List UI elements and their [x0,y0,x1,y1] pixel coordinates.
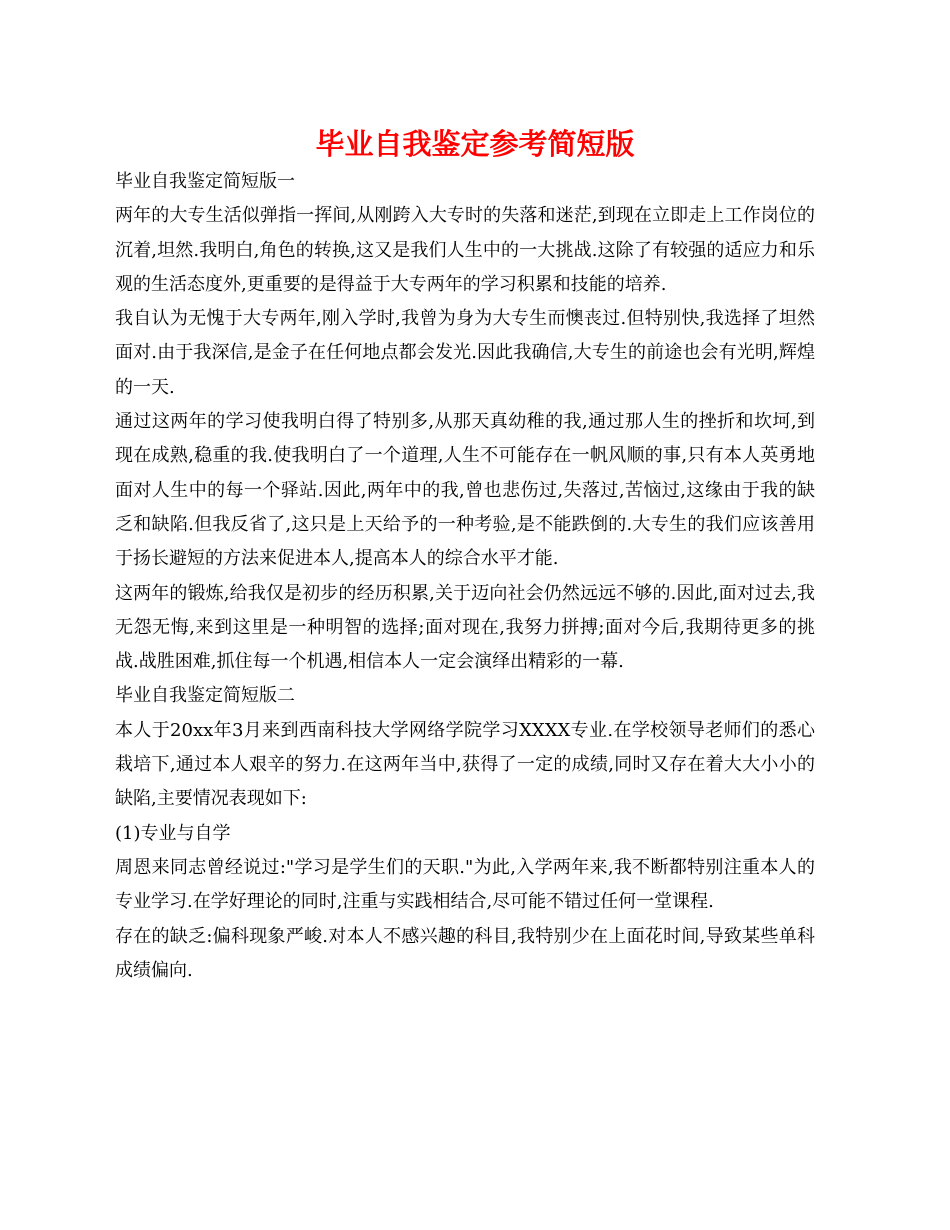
document-title: 毕业自我鉴定参考简短版 [315,127,635,161]
section-heading: 毕业自我鉴定简短版二 [115,685,295,707]
section-heading: 毕业自我鉴定简短版一 [115,171,295,192]
paragraph: 我自认为无愧于大专两年,刚入学时,我曾为身为大专生而懊丧过.但特别快,我选择了坦然面对.由于我深信,是金子在任何地点都会发光.因此我确信,大专生的前途也会有光明,辉煌的一天. [115,308,815,398]
subsection-heading: (1)专业与自学 [115,822,231,844]
paragraph: 通过这两年的学习使我明白得了特别多,从那天真幼稚的我,通过那人生的挫折和坎坷,到现在成熟,稳重的我.使我明白了一个道理,人生不可能存在一帆风顺的事,只有本人英勇地面对人生中的每一个驿站.因此,两年中的我,曾也悲伤过,失落过,苦恼过,这缘由于我的缺乏和缺陷.但我反省了,这只是上天给予的一种考验,是不能跌倒的.大专生的我们应该善用于扬长避短的方法来促进本人,提高本人的综合水平才能. [115,411,815,570]
paragraph: 本人于20xx年3月来到西南科技大学网络学院学习XXXX专业.在学校领导老师们的悉心栽培下,通过本人艰辛的努力.在这两年当中,获得了一定的成绩,同时又存在着大大小小的缺陷,主要情况表现如下: [115,719,815,810]
paragraph: 这两年的锻炼,给我仅是初步的经历积累,关于迈向社会仍然远远不够的.因此,面对过去,我无怨无悔,来到这里是一种明智的选择;面对现在,我努力拼搏;面对今后,我期待更多的挑战.战胜困难,抓住每一个机遇,相信本人一定会演绎出精彩的一幕. [115,582,815,673]
paragraph: 周恩来同志曾经说过:"学习是学生们的天职."为此,入学两年来,我不断都特别注重本人的专业学习.在学好理论的同时,注重与实践相结合,尽可能不错过任何一堂课程. [115,856,815,913]
document-body [115,165,815,988]
paragraph: 两年的大专生活似弹指一挥间,从刚跨入大专时的失落和迷茫,到现在立即走上工作岗位的沉着,坦然.我明白,角色的转换,这又是我们人生中的一大挑战.这除了有较强的适应力和乐观的生活态度外,更重要的是得益于大专两年的学习积累和技能的培养. [115,205,815,295]
paragraph: 存在的缺乏:偏科现象严峻.对本人不感兴趣的科目,我特别少在上面花时间,导致某些单科成绩偏向. [115,925,815,981]
